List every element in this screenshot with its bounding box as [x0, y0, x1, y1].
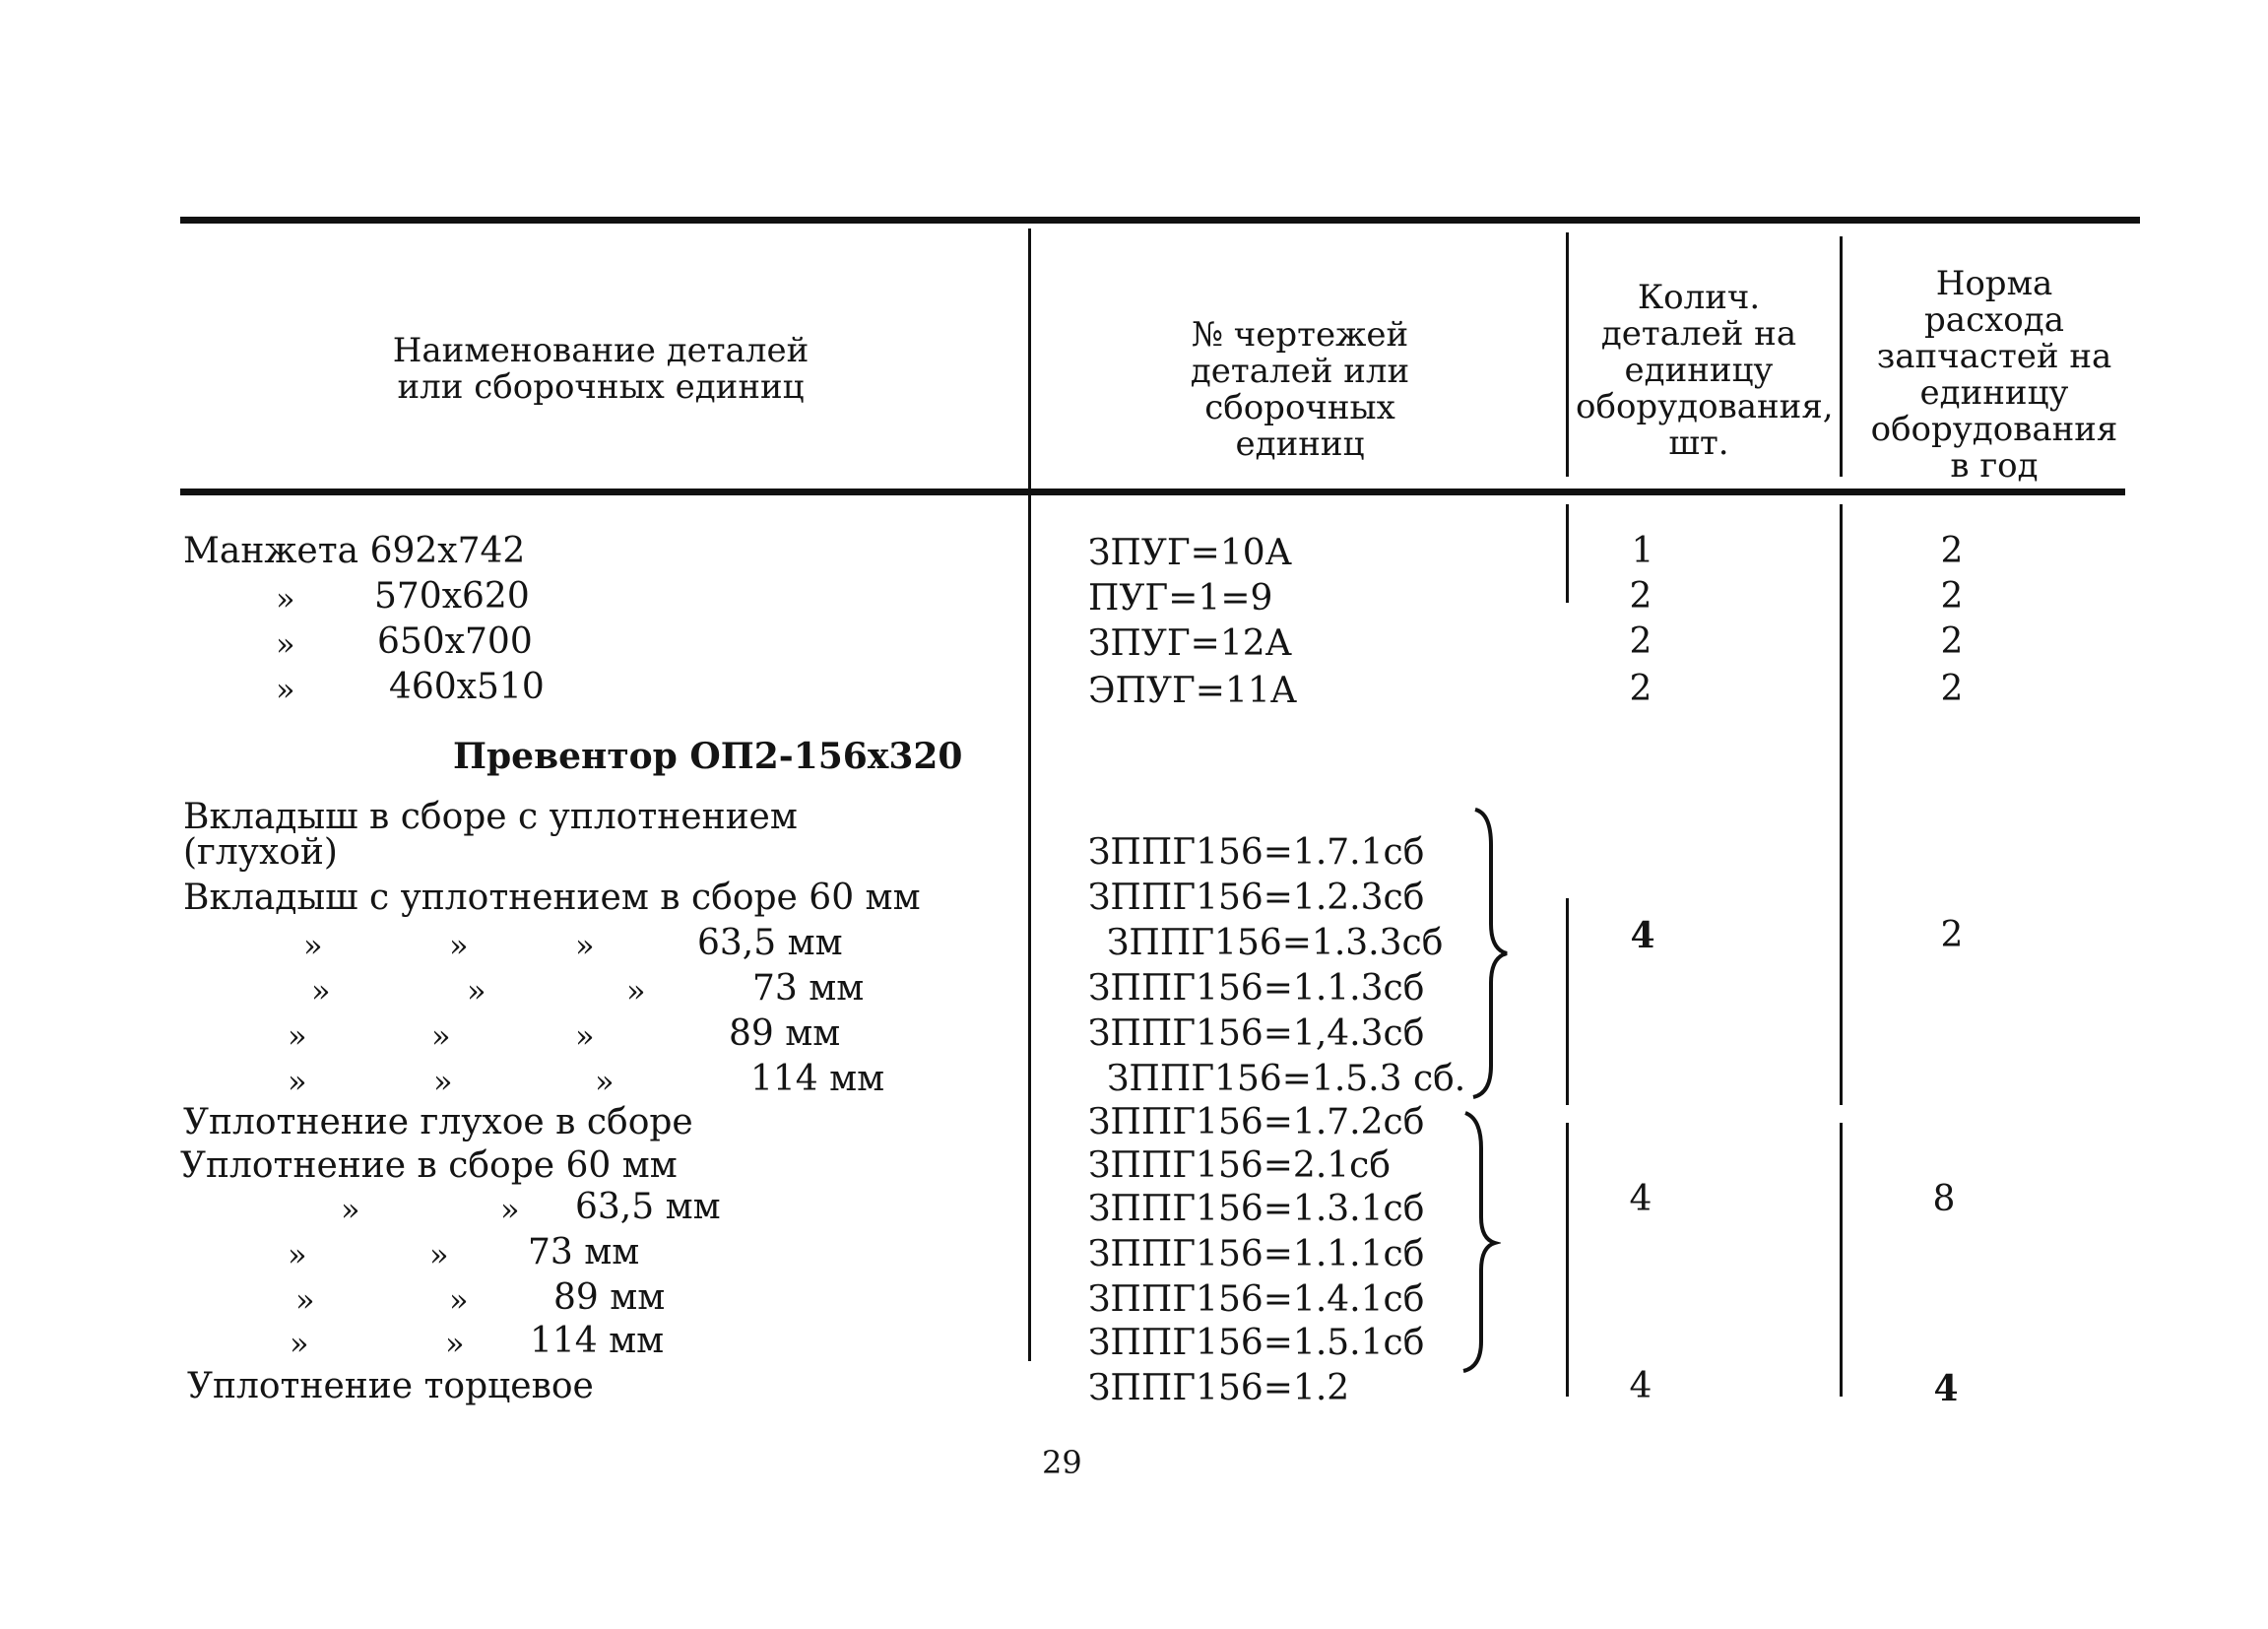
ditto-mark: »: [445, 1325, 465, 1362]
group2-drawing: ЗППГ156=1.5.3 сб.: [1107, 1059, 1466, 1099]
ditto-mark: »: [288, 1236, 307, 1273]
group3-name-first: Уплотнение глухое в сборе: [183, 1102, 693, 1142]
column-divider-2-mid: [1566, 898, 1569, 1105]
ditto-mark: »: [276, 671, 295, 708]
header-quantity-column: Колич. деталей на единицу оборудования, шт.: [1576, 278, 1834, 463]
row-norm: 2: [1940, 531, 1964, 571]
header-norm-column: Норма расхода запчастей на единицу оборудования в год: [1870, 264, 2118, 486]
row-norm: 2: [1940, 669, 1964, 709]
page-number: 29: [1042, 1444, 1082, 1481]
ditto-mark: »: [341, 1191, 360, 1228]
ditto-mark: »: [288, 1017, 307, 1055]
group3-drawing: ЗППГ156=1.3.1сб: [1088, 1189, 1425, 1229]
table-top-rule: [180, 217, 2140, 224]
group2-size: 63,5 мм: [697, 923, 843, 963]
row-norm: 2: [1940, 576, 1964, 617]
group3-drawing: ЗППГ156=2.1сб: [1088, 1145, 1392, 1186]
group3-drawing: ЗППГ156=1.1.1сб: [1088, 1234, 1425, 1274]
ditto-mark: »: [626, 972, 646, 1010]
group2-name-second: Вкладыш с уплотнением в сборе 60 мм: [183, 878, 921, 918]
row-name-size: 570х620: [374, 576, 530, 617]
ditto-mark: »: [449, 927, 469, 964]
last-row-norm: 4: [1933, 1368, 1959, 1409]
row-quantity: 2: [1629, 621, 1652, 662]
group3-size: 63,5 мм: [575, 1187, 721, 1227]
column-divider-2: [1566, 232, 1569, 477]
ditto-mark: »: [290, 1325, 309, 1362]
group3-name-second: Уплотнение в сборе 60 мм: [180, 1145, 678, 1186]
column-divider-3-body: [1840, 504, 1843, 1105]
column-divider-3-end: [1840, 1357, 1843, 1397]
ditto-mark: »: [449, 1281, 469, 1319]
group3-drawing: ЗППГ156=1.4.1сб: [1088, 1279, 1425, 1320]
last-row-quantity: 4: [1629, 1366, 1652, 1406]
ditto-mark: »: [288, 1063, 307, 1100]
group3-size: 89 мм: [553, 1277, 666, 1318]
column-divider-2-body: [1566, 504, 1569, 603]
ditto-mark: »: [276, 625, 295, 663]
header-drawing-column: № чертежей деталей или сборочных единиц: [1190, 315, 1410, 464]
group2-size: 89 мм: [729, 1013, 841, 1054]
ditto-mark: »: [303, 927, 323, 964]
last-row-name: Уплотнение торцевое: [187, 1366, 594, 1406]
column-divider-3-low: [1840, 1123, 1843, 1359]
column-divider-2-low: [1566, 1123, 1569, 1359]
ditto-mark: »: [595, 1063, 615, 1100]
group2-size: 73 мм: [752, 968, 865, 1009]
row-drawing: ПУГ=1=9: [1088, 578, 1273, 619]
ditto-mark: »: [431, 1017, 451, 1055]
group2-drawing: ЗППГ156=1,4.3сб: [1088, 1013, 1425, 1054]
group3-size: 73 мм: [528, 1232, 640, 1272]
group3-brace-icon: [1456, 1109, 1501, 1375]
group2-name-line2: (глухой): [183, 832, 338, 873]
ditto-mark: »: [276, 580, 295, 618]
row-drawing: ЭПУГ=11А: [1088, 671, 1298, 711]
row-drawing: ЗПУГ=12А: [1088, 623, 1292, 664]
row-quantity: 2: [1629, 669, 1652, 709]
row-name-size: 460х510: [389, 667, 545, 707]
group2-drawing: ЗППГ156=1.7.1сб: [1088, 832, 1425, 873]
ditto-mark: »: [311, 972, 331, 1010]
column-divider-3: [1840, 236, 1843, 477]
row-quantity: 1: [1631, 531, 1654, 571]
row-drawing: ЗПУГ=10А: [1088, 533, 1292, 573]
ditto-mark: »: [429, 1236, 449, 1273]
group3-norm: 8: [1932, 1179, 1956, 1219]
column-divider-2-end: [1566, 1357, 1569, 1397]
group3-size: 114 мм: [530, 1321, 665, 1361]
group2-drawing: ЗППГ156=1.2.3сб: [1088, 878, 1425, 918]
group2-drawing: ЗППГ156=1.1.3сб: [1088, 968, 1425, 1009]
row-norm: 2: [1940, 621, 1964, 662]
ditto-mark: »: [467, 972, 486, 1010]
group2-brace-icon: [1467, 806, 1513, 1101]
group3-drawing: ЗППГ156=1.7.2сб: [1088, 1102, 1425, 1142]
ditto-mark: »: [500, 1191, 520, 1228]
group2-quantity: 4: [1630, 915, 1655, 956]
header-bottom-rule: [180, 489, 2125, 495]
group3-quantity: 4: [1629, 1179, 1652, 1219]
last-row-drawing: ЗППГ156=1.2: [1088, 1368, 1350, 1408]
ditto-mark: »: [575, 927, 595, 964]
section-title: Превентор ОП2-156х320: [453, 736, 963, 777]
row-quantity: 2: [1629, 576, 1652, 617]
ditto-mark: »: [575, 1017, 595, 1055]
group2-size: 114 мм: [750, 1059, 885, 1099]
group2-norm: 2: [1940, 915, 1964, 955]
header-name-column: Наименование деталей или сборочных единиц: [392, 331, 810, 407]
column-divider-1: [1028, 228, 1031, 1361]
row-name-manzheta: Манжета 692х742: [183, 531, 526, 571]
group2-name-line1: Вкладыш в сборе с уплотнением: [183, 797, 798, 837]
ditto-mark: »: [295, 1281, 315, 1319]
group3-drawing: ЗППГ156=1.5.1сб: [1088, 1323, 1425, 1363]
ditto-mark: »: [433, 1063, 453, 1100]
row-name-size: 650х700: [377, 621, 533, 662]
group2-drawing: ЗППГ156=1.3.3сб: [1107, 923, 1444, 963]
